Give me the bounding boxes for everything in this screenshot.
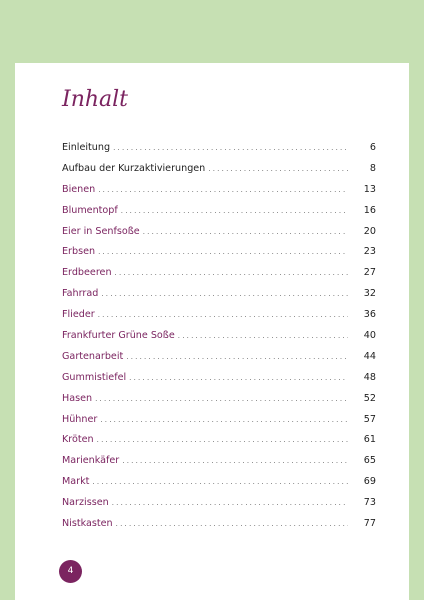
toc-entry-page-number: 13 <box>363 183 376 195</box>
toc-entry[interactable] <box>62 242 376 263</box>
dot-leader <box>95 389 348 410</box>
dot-leader <box>97 430 348 451</box>
toc-entry-page-number: 57 <box>363 413 376 425</box>
toc-entry-label: Frankfurter Grüne Soße <box>62 330 175 342</box>
toc-entry-label: Erbsen <box>62 246 96 258</box>
dot-leader <box>98 180 348 201</box>
toc-entry-label: Gartenarbeit <box>62 350 124 362</box>
toc-entry-label: Gummistiefel <box>62 371 127 383</box>
toc-entry-label: Hasen <box>62 392 93 404</box>
toc-entry-label: Blumentopf <box>62 204 118 216</box>
dot-leader <box>208 159 348 180</box>
toc-entry[interactable] <box>62 451 376 472</box>
toc-entry-label: Narzissen <box>62 497 109 509</box>
toc-entry-page-number: 65 <box>363 455 376 467</box>
toc-entry-label: Nistkasten <box>62 518 113 530</box>
toc-entry-page-number: 27 <box>363 267 376 279</box>
dot-leader <box>101 284 348 305</box>
toc-entry[interactable] <box>62 493 376 514</box>
toc-entry-label: Markt <box>62 476 90 488</box>
dot-leader <box>143 222 348 243</box>
toc-entry-page-number: 44 <box>363 350 376 362</box>
toc-entry[interactable] <box>62 305 376 326</box>
toc-entry[interactable] <box>62 347 376 368</box>
toc-entry[interactable] <box>62 368 376 389</box>
toc-entry-page-number: 20 <box>363 225 376 237</box>
toc-entry-page-number: 8 <box>369 162 376 174</box>
toc-entry-page-number: 36 <box>363 309 376 321</box>
toc-entry-label: Bienen <box>62 183 96 195</box>
dot-leader <box>98 242 348 263</box>
dot-leader <box>122 451 348 472</box>
toc-entry[interactable] <box>62 222 376 243</box>
toc-entry[interactable] <box>62 389 376 410</box>
toc-entry-page-number: 61 <box>363 434 376 446</box>
toc-entry[interactable] <box>62 472 376 493</box>
toc-entry[interactable] <box>62 201 376 222</box>
dot-leader <box>115 263 348 284</box>
toc-entry-page-number: 69 <box>363 476 376 488</box>
toc-entry[interactable] <box>62 138 376 159</box>
page-number-badge: 4 <box>59 560 82 583</box>
toc-entry-label: Einleitung <box>62 142 111 153</box>
dot-leader <box>113 138 348 159</box>
toc-entry-label: Flieder <box>62 309 95 321</box>
toc-entry-label: Eier in Senfsoße <box>62 225 140 237</box>
toc-entry-page-number: 77 <box>363 518 376 530</box>
toc-entry-label: Erdbeeren <box>62 267 112 279</box>
toc-entry-label: Marienkäfer <box>62 455 120 467</box>
dot-leader <box>116 514 348 535</box>
toc-entry-label: Aufbau der Kurzaktivierungen <box>62 162 206 174</box>
toc-entry-page-number: 52 <box>363 392 376 404</box>
toc-entry-page-number: 23 <box>363 246 376 258</box>
dot-leader <box>129 368 348 389</box>
toc-entry[interactable] <box>62 159 376 180</box>
toc-entry-label: Fahrrad <box>62 288 99 300</box>
toc-entry-label: Kröten <box>62 434 94 446</box>
dot-leader <box>92 472 348 493</box>
toc-entry-page-number: 16 <box>363 204 376 216</box>
toc-entry[interactable] <box>62 326 376 347</box>
toc-entry[interactable] <box>62 263 376 284</box>
dot-leader <box>98 305 348 326</box>
table-of-contents <box>62 138 376 535</box>
dot-leader <box>100 410 348 431</box>
contents-page <box>15 63 409 600</box>
toc-entry-page-number: 6 <box>369 142 376 153</box>
dot-leader <box>121 201 348 222</box>
toc-entry-label: Hühner <box>62 413 98 425</box>
page-title: Inhalt <box>62 87 129 112</box>
toc-entry[interactable] <box>62 514 376 535</box>
toc-entry[interactable] <box>62 410 376 431</box>
dot-leader <box>126 347 348 368</box>
toc-entry-page-number: 40 <box>363 330 376 342</box>
toc-entry-page-number: 73 <box>363 497 376 509</box>
toc-entry-page-number: 48 <box>363 371 376 383</box>
toc-entry[interactable] <box>62 180 376 201</box>
toc-entry[interactable] <box>62 430 376 451</box>
toc-entry[interactable] <box>62 284 376 305</box>
toc-entry-page-number: 32 <box>363 288 376 300</box>
dot-leader <box>178 326 348 347</box>
dot-leader <box>112 493 348 514</box>
